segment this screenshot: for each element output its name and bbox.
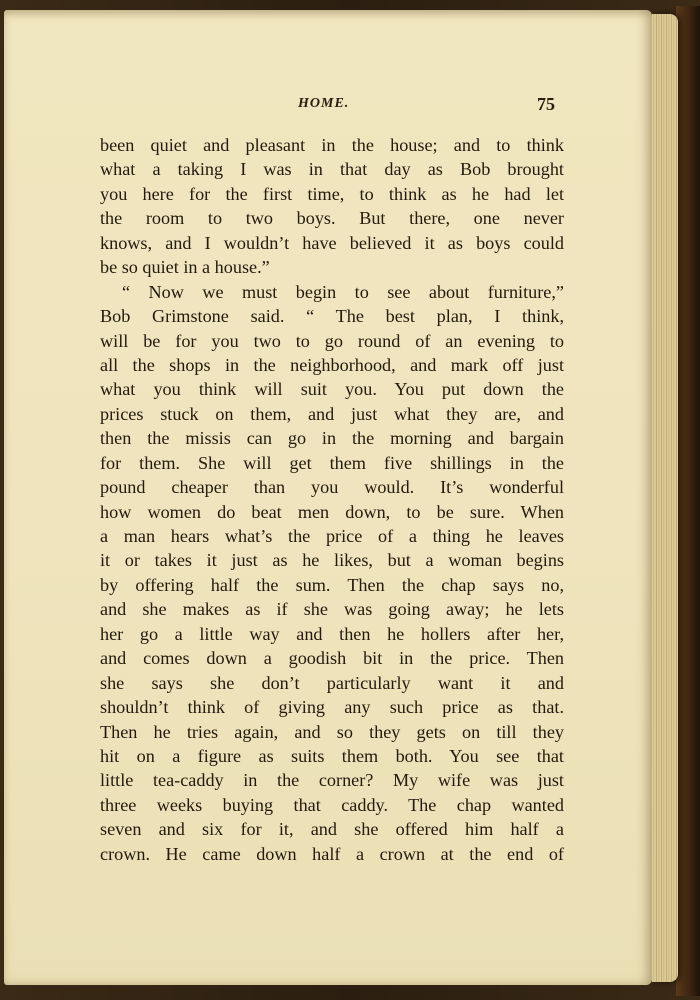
text-line: pound cheaper than you would. It’s wonderful (100, 477, 564, 498)
text-line: hit on a figure as suits them both. You see that (100, 745, 564, 766)
text-line: Then he tries again, and so they gets on till they (100, 721, 564, 742)
text-line: her go a little way and then he hollers after her, (100, 623, 564, 644)
text-line: crown. He came down half a crown at the end of (100, 843, 564, 864)
book-page (4, 10, 652, 985)
text-line: how women do beat men down, to be sure. When (100, 501, 564, 522)
running-head: HOME. (298, 96, 350, 111)
body-text (100, 133, 564, 866)
text-line: three weeks buying that caddy. The chap wanted (100, 794, 564, 815)
text-line: “ Now we must begin to see about furniture,” (122, 281, 564, 302)
text-line: it or takes it just as he likes, but a woman begins (100, 550, 564, 571)
text-line: be so quiet in a house.” (100, 257, 270, 278)
text-line: knows, and I wouldn’t have believed it as boys could (100, 232, 564, 253)
text-line: prices stuck on them, and just what they are, and (100, 403, 564, 424)
page-edges (652, 14, 678, 982)
text-line: then the missis can go in the morning and bargain (100, 428, 564, 449)
text-line: will be for you two to go round of an evening to (100, 330, 564, 351)
text-line: Bob Grimstone said. “ The best plan, I think, (100, 306, 564, 327)
text-line: what you think will suit you. You put down the (100, 379, 564, 400)
page-number: 75 (537, 94, 555, 114)
text-line: and she makes as if she was going away; he lets (100, 599, 564, 620)
page-header (4, 96, 652, 120)
text-line: little tea-caddy in the corner? My wife was just (100, 770, 564, 791)
text-line: you here for the first time, to think as he had let (100, 183, 564, 204)
text-line: been quiet and pleasant in the house; and to think (100, 135, 564, 155)
text-line: she says she don’t particularly want it and (100, 672, 564, 693)
text-line: seven and six for it, and she offered him half a (100, 819, 564, 840)
text-line: and comes down a goodish bit in the price. Then (100, 648, 564, 669)
text-line: for them. She will get them five shillings in the (100, 452, 564, 473)
book-cover-edge (676, 6, 700, 996)
text-line: a man hears what’s the price of a thing he leaves (100, 526, 564, 546)
text-line: what a taking I was in that day as Bob brought (100, 159, 564, 180)
text-line: shouldn’t think of giving any such price as that. (100, 697, 564, 718)
text-line: the room to two boys. But there, one never (100, 208, 564, 229)
text-line: by offering half the sum. Then the chap says no, (100, 574, 564, 595)
text-line: all the shops in the neighborhood, and mark off just (100, 354, 564, 375)
